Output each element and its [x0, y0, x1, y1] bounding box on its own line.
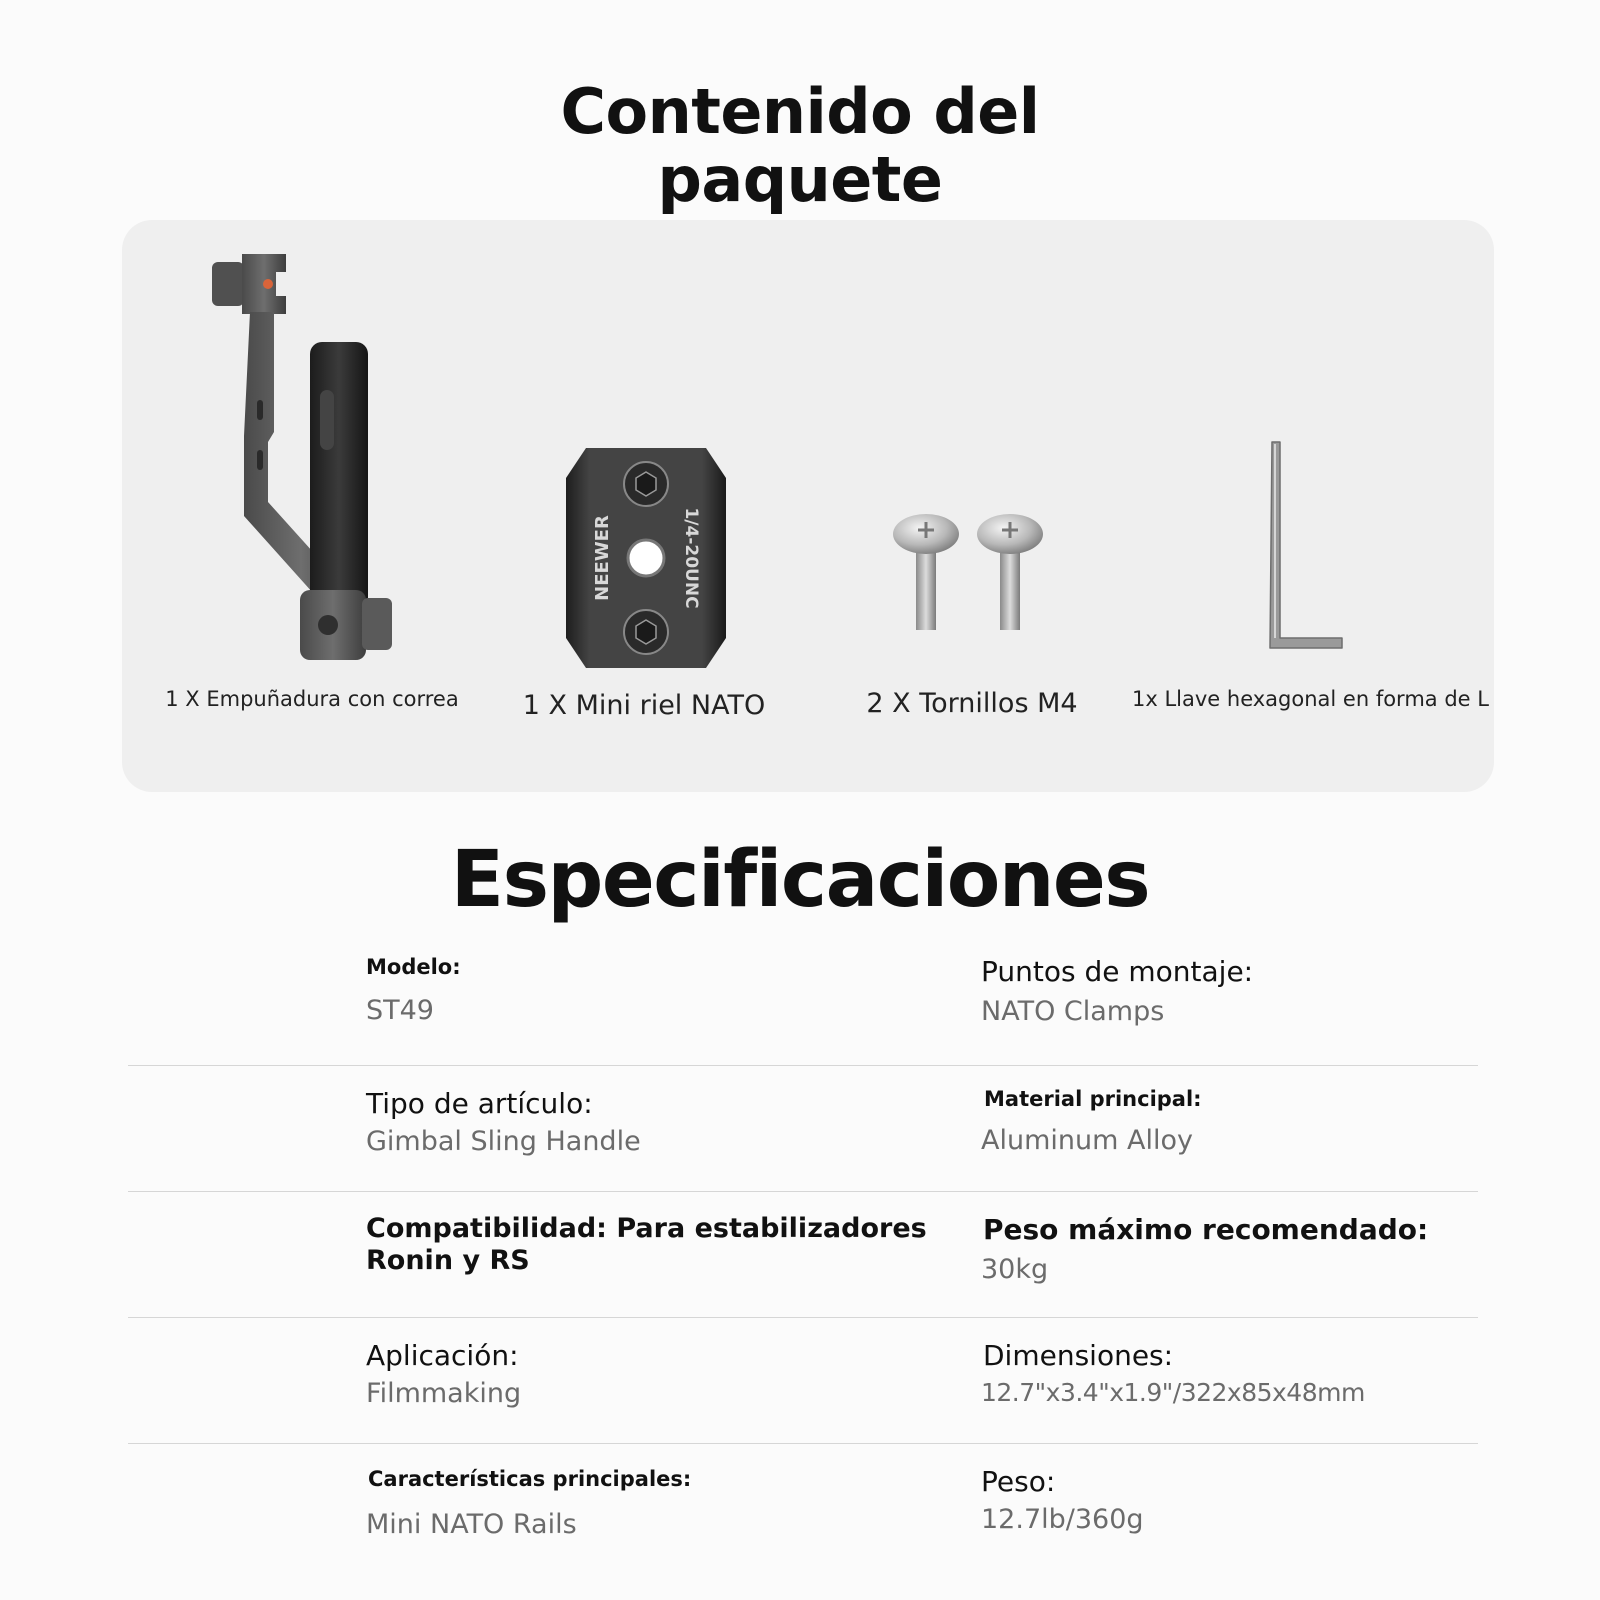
package-contents-panel: [122, 220, 1494, 792]
spec-dimensions: [981, 1339, 1461, 1407]
package-item-sling-handle: [162, 220, 462, 792]
package-title-line1: Contenido del: [560, 75, 1040, 148]
package-item-label: 2 X Tornillos M4: [866, 688, 1078, 719]
spec-label: Peso máximo recomendado:: [983, 1213, 1429, 1246]
nato-rail-brand-engraving: NEEWER: [592, 515, 613, 601]
nato-rail-icon: [566, 448, 726, 668]
screws-icon: [892, 510, 1052, 640]
package-item-nato-rail: [494, 220, 794, 792]
spec-label: Material principal:: [984, 1087, 1202, 1111]
spec-label: Características principales:: [368, 1467, 692, 1491]
hex-key-icon: [1252, 440, 1352, 660]
spec-value: Gimbal Sling Handle: [366, 1126, 641, 1157]
package-item-label: 1x Llave hexagonal en forma de L: [1132, 687, 1489, 711]
spec-label: Tipo de artículo:: [366, 1087, 593, 1120]
spec-row: [128, 1317, 1478, 1444]
spec-value: 30kg: [981, 1254, 1049, 1285]
spec-label: Puntos de montaje:: [981, 955, 1254, 988]
package-item-label: 1 X Empuñadura con correa: [165, 687, 459, 711]
spec-row: [128, 1065, 1478, 1192]
spec-label: Peso:: [981, 1465, 1056, 1498]
spec-value: 12.7"x3.4"x1.9"/322x85x48mm: [981, 1378, 1365, 1407]
package-item-label: 1 X Mini riel NATO: [522, 690, 766, 721]
package-title-line2: paquete: [657, 143, 943, 216]
spec-item-type: [366, 1087, 966, 1157]
spec-value: 12.7lb/360g: [981, 1504, 1144, 1535]
spec-model: [366, 955, 966, 1026]
spec-value: Mini NATO Rails: [366, 1509, 577, 1540]
spec-weight: [981, 1465, 1461, 1535]
spec-value: ST49: [366, 995, 434, 1026]
spec-value: Filmmaking: [366, 1378, 522, 1409]
spec-max-payload: [981, 1213, 1461, 1285]
spec-main-features: [366, 1467, 966, 1540]
spec-label: Compatibilidad: Para estabilizadores Ronin y RS: [366, 1213, 927, 1276]
spec-label: Aplicación:: [366, 1339, 519, 1372]
spec-value: NATO Clamps: [981, 996, 1165, 1027]
spec-mounting-points: [981, 955, 1461, 1027]
nato-rail-thread-engraving: 1/4-20UNC: [681, 507, 701, 609]
spec-compatibility: [366, 1213, 966, 1277]
spec-label: Modelo:: [366, 955, 461, 979]
package-item-hex-key: [1132, 220, 1489, 792]
spec-label: Dimensiones:: [983, 1339, 1174, 1372]
package-contents-title: [0, 75, 1600, 216]
specifications-title: Especificaciones: [450, 835, 1150, 925]
spec-application: [366, 1339, 966, 1409]
package-item-screws: [822, 220, 1122, 792]
sling-handle-icon: [202, 250, 422, 670]
spec-value: Aluminum Alloy: [981, 1125, 1193, 1156]
spec-row: [128, 955, 1478, 1066]
spec-row: [128, 1191, 1478, 1318]
spec-main-material: [981, 1087, 1461, 1156]
spec-row: [128, 1443, 1478, 1569]
